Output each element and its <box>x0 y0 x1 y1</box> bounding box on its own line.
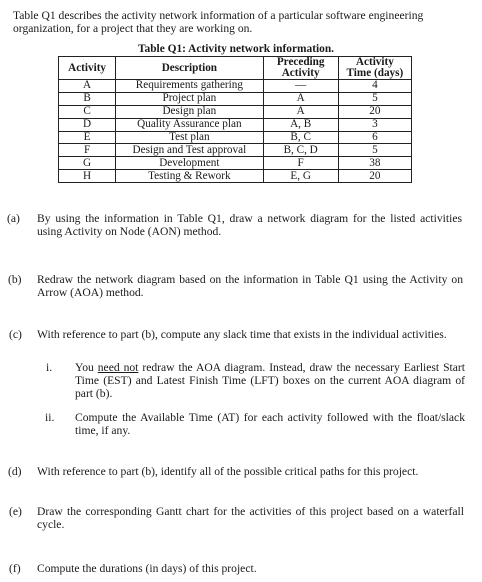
question-c-i-pre: You <box>75 361 98 374</box>
cell-time: 38 <box>338 157 411 170</box>
header-activity: Activity <box>59 57 116 80</box>
question-f <box>9 562 469 578</box>
question-b <box>8 273 468 303</box>
cell-activity: H <box>59 170 116 183</box>
table-header-row <box>59 57 412 80</box>
table-row <box>59 118 412 131</box>
question-c <box>9 328 469 358</box>
table-row <box>59 92 412 105</box>
question-e-text: Draw the corresponding Gantt chart for the activities of this project based on a waterfall cycle. <box>37 505 464 531</box>
question-b-label: (b) <box>8 273 22 286</box>
question-e-label: (e) <box>9 505 22 518</box>
table-row <box>59 170 412 183</box>
cell-time: 20 <box>338 170 411 183</box>
question-c-ii <box>45 411 466 441</box>
question-e <box>9 505 469 535</box>
cell-description: Development <box>116 157 263 170</box>
header-preceding-line2: Activity <box>281 67 320 79</box>
question-c-text: With reference to part (b), compute any slack time that exists in the individual activities. <box>37 328 447 341</box>
cell-preceding: A <box>263 92 338 105</box>
question-c-i-post: redraw the AOA diagram. Instead, draw the necessary Earliest Start Time (EST) and Latest Finish Time (LFT) boxes on the current AOA diagram of part (b). <box>75 361 465 400</box>
cell-activity: D <box>59 118 116 131</box>
intro-paragraph: Table Q1 describes the activity network information of a particular software engineering organization, for a project that they are working on. <box>13 9 424 35</box>
header-time-line1: Activity <box>355 56 394 68</box>
question-c-ii-text: Compute the Available Time (AT) for each activity followed with the float/slack time, if any. <box>75 411 465 437</box>
cell-preceding: B, C <box>263 131 338 144</box>
cell-description: Design and Test approval <box>116 144 263 157</box>
question-d <box>8 465 468 481</box>
table-caption <box>0 43 482 55</box>
question-c-i-label: i. <box>46 361 53 374</box>
cell-activity: C <box>59 105 116 118</box>
table-row <box>59 105 412 118</box>
table-row <box>59 80 412 93</box>
cell-time: 5 <box>338 92 411 105</box>
cell-preceding: B, C, D <box>263 144 338 157</box>
header-preceding-line1: Preceding <box>276 56 325 68</box>
header-time <box>338 57 411 80</box>
question-c-i <box>46 361 466 403</box>
cell-preceding: F <box>263 157 338 170</box>
question-c-label: (c) <box>9 328 22 341</box>
cell-time: 3 <box>338 118 411 131</box>
cell-activity: A <box>59 80 116 93</box>
table-row <box>59 144 412 157</box>
cell-preceding: A, B <box>263 118 338 131</box>
header-time-line2: Time (days) <box>346 67 404 79</box>
question-c-ii-label: ii. <box>45 411 55 424</box>
question-a-text: By using the information in Table Q1, draw a network diagram for the listed activities using Activity on Node (AON) method. <box>37 212 462 238</box>
question-a-label: (a) <box>7 212 20 225</box>
cell-preceding: — <box>263 80 338 93</box>
question-a <box>7 212 467 242</box>
question-d-label: (d) <box>8 465 22 478</box>
activity-table <box>58 56 412 183</box>
cell-description: Design plan <box>116 105 263 118</box>
cell-description: Requirements gathering <box>116 80 263 93</box>
table-row <box>59 157 412 170</box>
question-f-text: Compute the durations (in days) of this project. <box>37 562 257 575</box>
cell-activity: B <box>59 92 116 105</box>
table-caption-text: Table Q1: Activity network information. <box>137 43 335 55</box>
cell-activity: F <box>59 144 116 157</box>
table-row <box>59 131 412 144</box>
cell-time: 20 <box>338 105 411 118</box>
cell-preceding: A <box>263 105 338 118</box>
question-c-i-underlined: need not <box>97 361 139 374</box>
header-description: Description <box>116 57 263 80</box>
cell-description: Project plan <box>116 92 263 105</box>
cell-description: Test plan <box>116 131 263 144</box>
question-d-text: With reference to part (b), identify all of the possible critical paths for this project. <box>37 465 419 478</box>
question-b-text: Redraw the network diagram based on the information in Table Q1 using the Activity on Arrow (AOA) method. <box>37 273 463 299</box>
header-preceding <box>263 57 338 80</box>
cell-preceding: E, G <box>263 170 338 183</box>
cell-time: 4 <box>338 80 411 93</box>
cell-activity: E <box>59 131 116 144</box>
question-f-label: (f) <box>9 562 21 575</box>
cell-description: Testing & Rework <box>116 170 263 183</box>
cell-time: 5 <box>338 144 411 157</box>
cell-description: Quality Assurance plan <box>116 118 263 131</box>
question-c-i-text <box>75 361 465 400</box>
cell-time: 6 <box>338 131 411 144</box>
cell-activity: G <box>59 157 116 170</box>
